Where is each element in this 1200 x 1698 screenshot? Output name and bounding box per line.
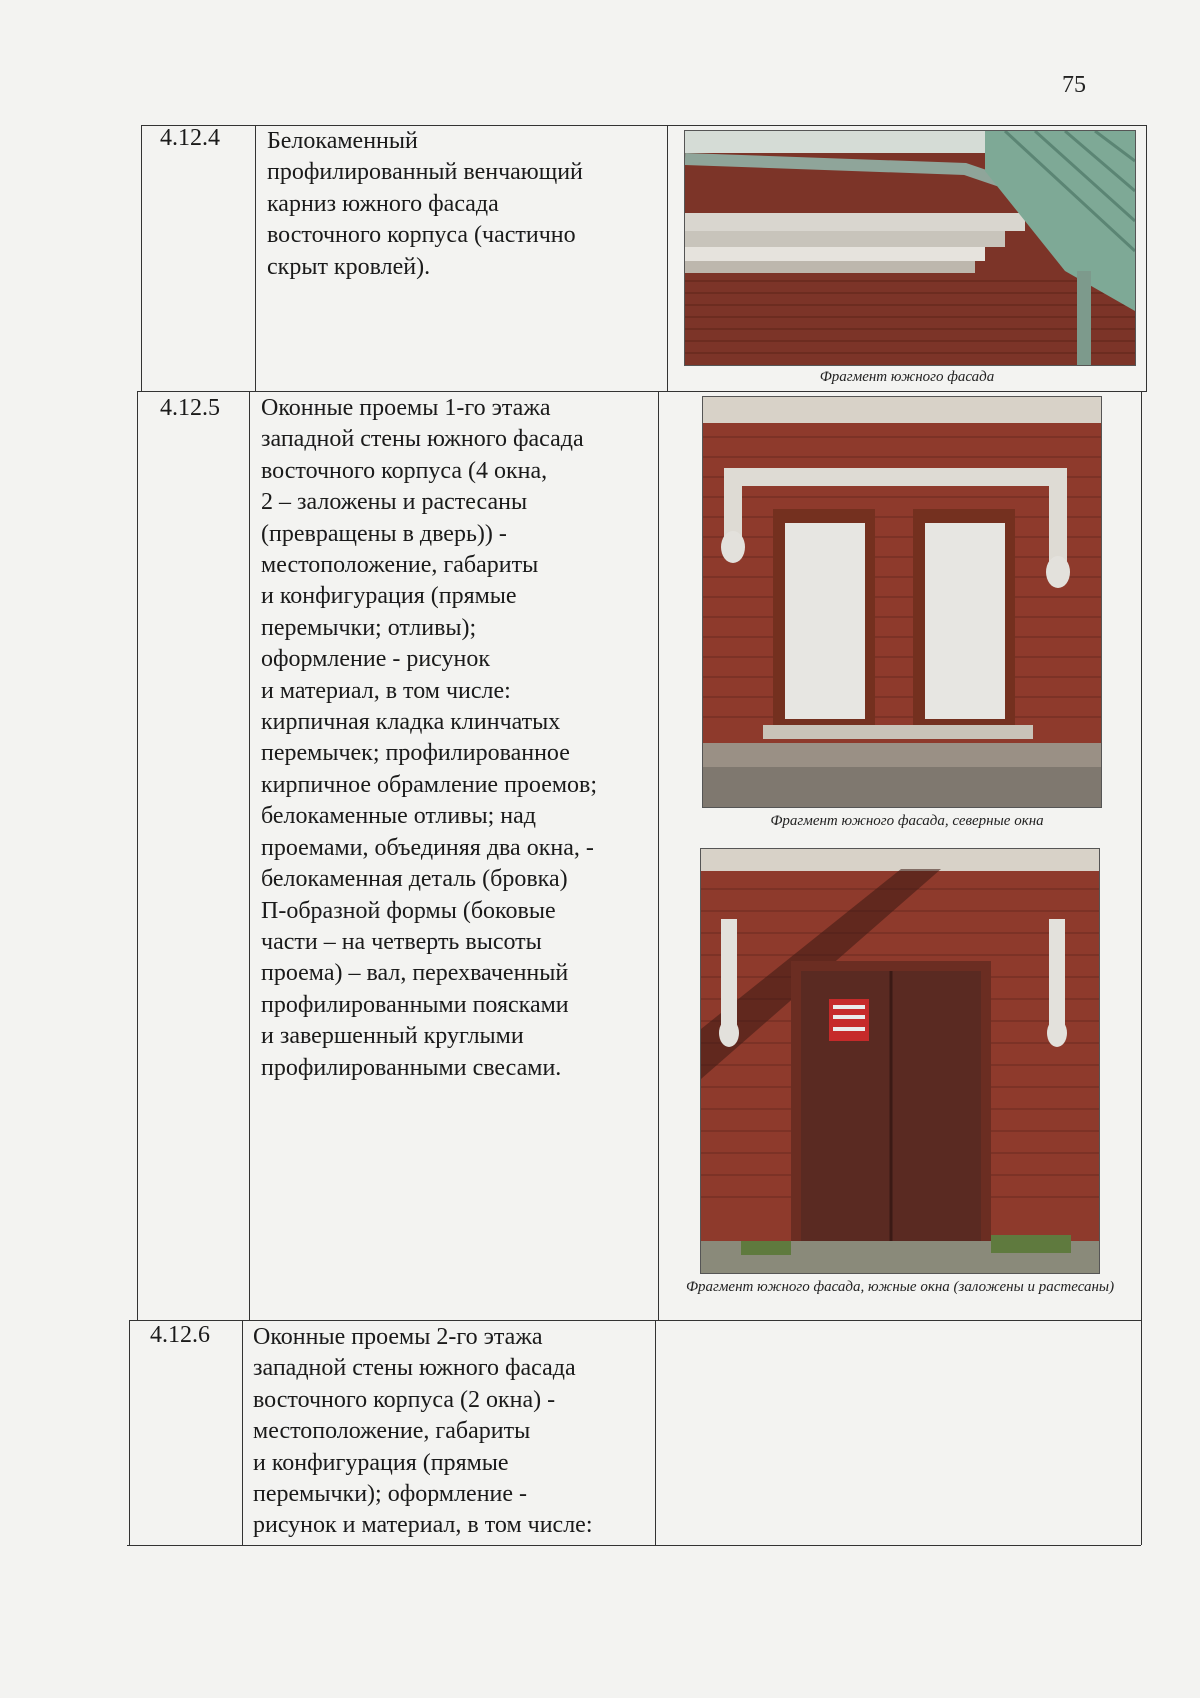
row-number: 4.12.5: [160, 395, 220, 421]
page-number: 75: [1062, 72, 1086, 98]
row-description: Оконные проемы 1-го этажа западной стены южного фасада восточного корпуса (4 окна, 2 – заложены и растесаны (превращены в дверь)) - местоположение, габариты и конфигурация (прямые перемычки; отливы); оформление - рисунок и материал, в том числе: кирпичная кладка клинчатых перемычек; профилированное кирпичное обрамление проемов; белокаменные отливы; над проемами, объединяя два окна, - белокаменная деталь (бровка) П-образной формы (боковые части – на четверть высоты проема) – вал, перехваченный профилированными поясками и завершенный круглыми профилированными свесами.: [261, 395, 598, 1081]
photo-caption: Фрагмент южного фасада, южные окна (заложены и растесаны): [685, 1279, 1115, 1295]
brown-door-photo: [700, 848, 1100, 1274]
bricked-windows-photo: [702, 396, 1102, 808]
row-description: Оконные проемы 2-го этажа западной стены южного фасада восточного корпуса (2 окна) - местоположение, габариты и конфигурация (прямые перемычки); оформление - рисунок и материал, в том числе:: [253, 1324, 593, 1539]
photo-caption: Фрагмент южного фасада: [819, 369, 995, 385]
row-number: 4.12.4: [160, 125, 220, 151]
roof-cornice-photo: [684, 130, 1136, 366]
photo-caption: Фрагмент южного фасада, северные окна: [770, 813, 1044, 829]
row-number: 4.12.6: [150, 1322, 210, 1348]
row-description: Белокаменный профилированный венчающий карниз южного фасада восточного корпуса (частично скрыт кровлей).: [267, 128, 583, 280]
